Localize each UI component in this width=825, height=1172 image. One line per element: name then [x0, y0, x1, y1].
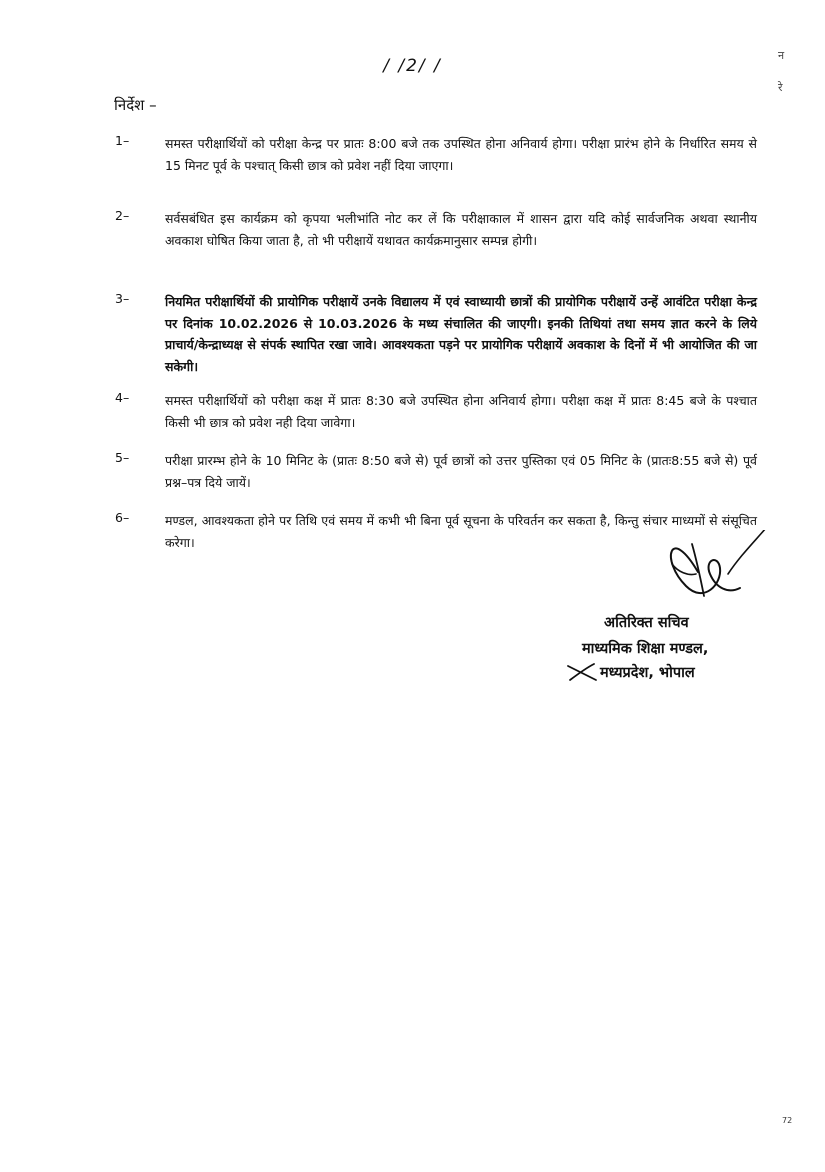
item-text: परीक्षा प्रारम्भ होने के 10 मिनिट के (प्रातः 8:50 बजे से) पूर्व छात्रों को उत्तर पुस्तिका एवं 05 मिनिट के (प्रातः8:55 बजे से) पूर्व प्रश्न–पत्र दिये जायें।: [165, 453, 757, 490]
item-text: समस्त परीक्षार्थियों को परीक्षा कक्ष में प्रातः 8:30 बजे उपस्थित होना अनिवार्य होगा। परीक्षा कक्ष में प्रातः 8:45 बजे के पश्चात किसी भी छात्र को प्रवेश नही दिया जावेगा।: [165, 393, 757, 430]
item-text: सर्वसबंधित इस कार्यक्रम को कृपया भलीभांति नोट कर लें कि परीक्षाकाल में शासन द्वारा यदि कोई सार्वजनिक अथवा स्थानीय अवकाश घोषित किया जाता है, तो भी परीक्षायें यथावत कार्यक्रमानुसार सम्पन्न होगी।: [165, 211, 757, 248]
item-text: नियमित परीक्षार्थियों की प्रायोगिक परीक्षायें उनके विद्यालय में एवं स्वाध्यायी छात्रों की प्रायोगिक परीक्षायें उन्हें आवंटित परीक्षा केन्द्र पर दिनांक 10.02.2026 से 10.03.2026 के मध्य संचालित की जाएगी। इनकी तिथियां तथा समय ज्ञात करने के लिये प्राचार्य/केन्द्राध्यक्ष से संपर्क स्थापित रखा जावे। आवश्यकता पड़ने पर प्रायोगिक परीक्षायें अवकाश के दिनों में भी आयोजित की जा सकेगी।: [165, 294, 757, 374]
signatory-place: मध्यप्रदेश, भोपाल: [600, 665, 695, 681]
handwritten-signature: [600, 530, 770, 610]
item-number: 1–: [115, 133, 130, 148]
page-number: / /2/ /: [383, 56, 442, 76]
signatory-office: माध्यमिक शिक्षा मण्डल,: [582, 641, 709, 657]
item-number: 5–: [115, 450, 130, 465]
item-number: 6–: [115, 510, 130, 525]
item-number: 4–: [115, 390, 130, 405]
item-text: समस्त परीक्षार्थियों को परीक्षा केन्द्र पर प्रातः 8:00 बजे तक उपस्थित होना अनिवार्य होगा। परीक्षा प्रारंभ होने के निर्धारित समय से 15 मिनट पूर्व के पश्चात् किसी छात्र को प्रवेश नहीं दिया जाएगा।: [165, 136, 757, 173]
margin-mark-second: रे: [778, 81, 783, 94]
margin-mark-top: न: [778, 49, 785, 62]
footer-mark: 72: [782, 1116, 793, 1125]
pen-mark: [566, 660, 598, 684]
signature-block: [560, 530, 780, 690]
item-text: मण्डल, आवश्यकता होने पर तिथि एवं समय में कभी भी बिना पूर्व सूचना के परिवर्तन कर सकता है, किन्तु संचार माध्यमों से संसूचित करेगा।: [165, 513, 757, 550]
item-number: 2–: [115, 208, 130, 223]
signatory-designation: अतिरिक्त सचिव: [604, 615, 689, 631]
item-number: 3–: [115, 291, 130, 306]
instructions-heading: निर्देश –: [114, 96, 157, 114]
